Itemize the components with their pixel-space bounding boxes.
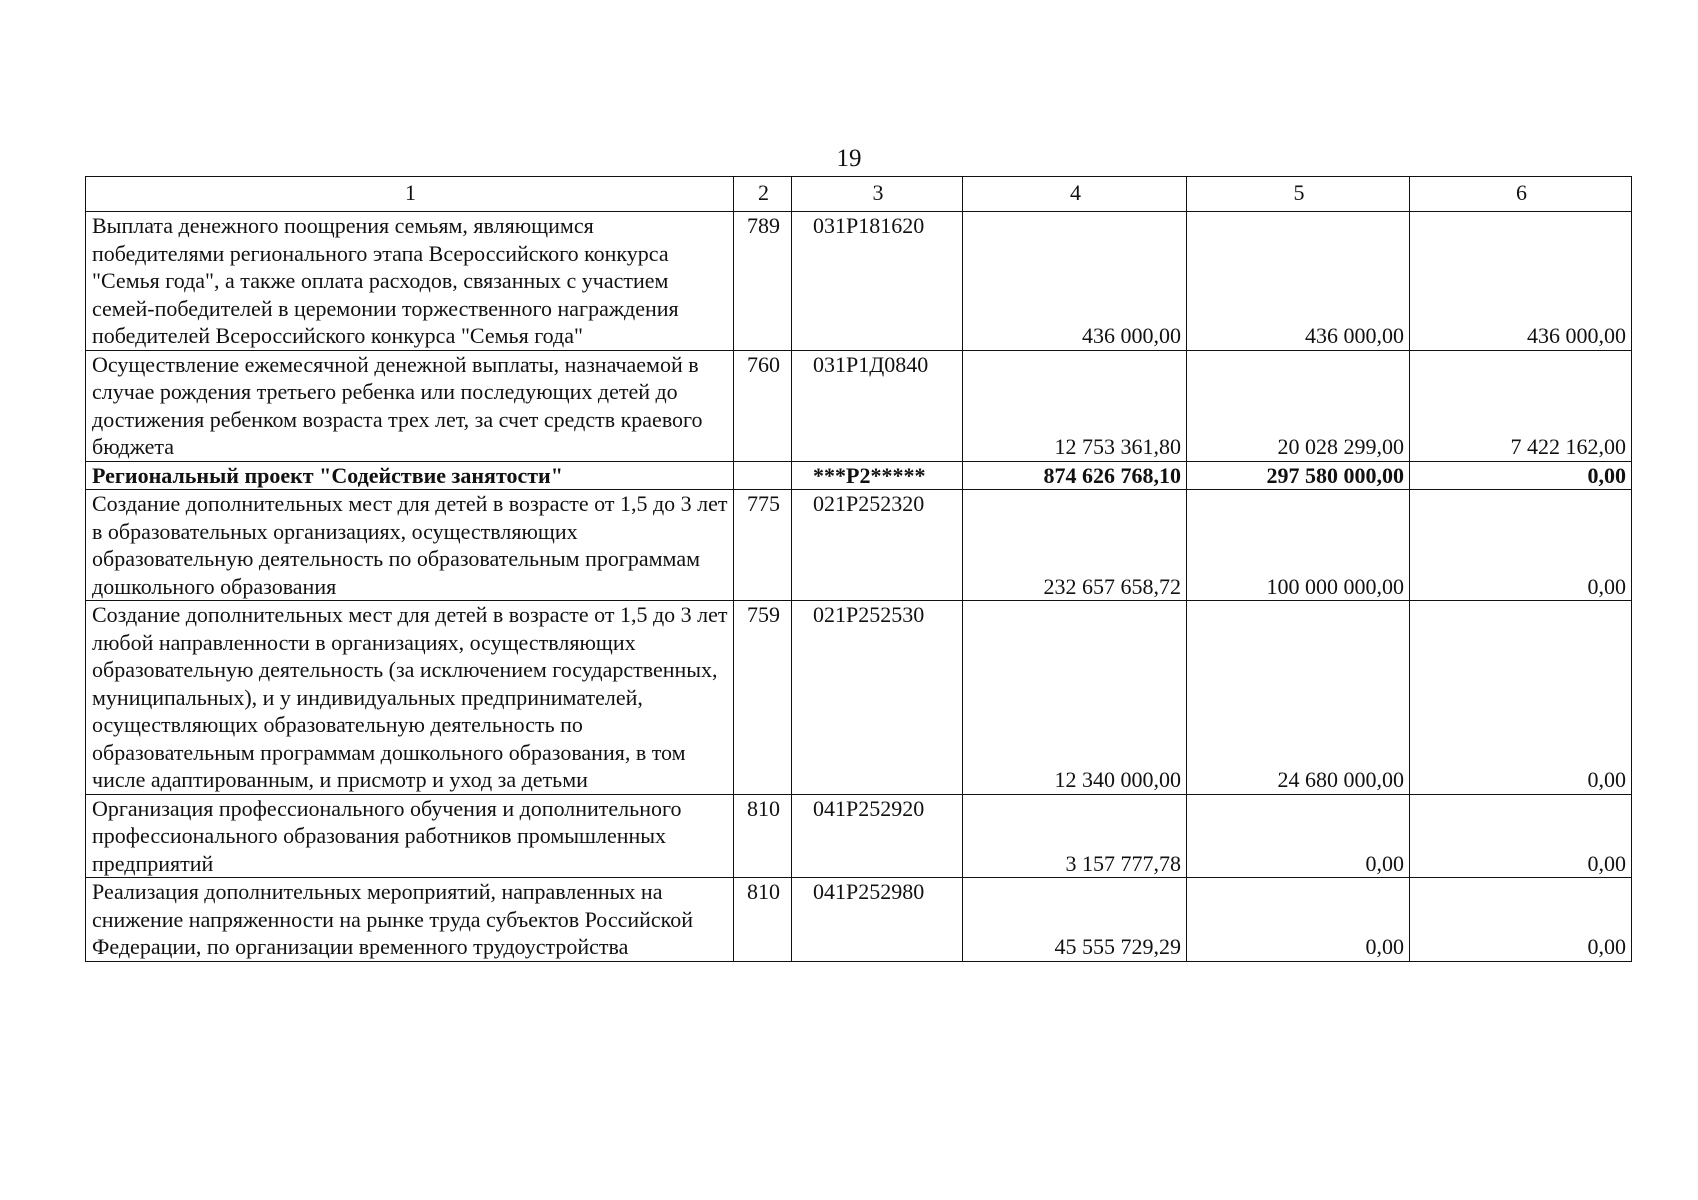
amount-column-6: 436 000,00: [1410, 212, 1632, 351]
amount-column-6: 0,00: [1410, 878, 1632, 962]
amount-column-4: 12 753 361,80: [963, 350, 1187, 461]
amount-column-5: 24 680 000,00: [1187, 601, 1410, 795]
column-header: 6: [1410, 177, 1632, 212]
column-header: 5: [1187, 177, 1410, 212]
expense-name: Выплата денежного поощрения семьям, являющимся победителями регионального этапа Всероссийского конкурса "Семья года", а также оплата расходов, связанных с участием семей-победителей в церемонии торжественного награждения победителей Всероссийского конкурса "Семья года": [86, 212, 734, 351]
amount-column-5: 0,00: [1187, 878, 1410, 962]
target-article-code: 031Р1Д0840: [792, 350, 963, 461]
table-row: [86, 350, 1632, 461]
ministry-code: 775: [734, 490, 792, 601]
target-article-code: 041Р252920: [792, 794, 963, 878]
expense-name: Организация профессионального обучения и дополнительного профессионального образования работников промышленных предприятий: [86, 794, 734, 878]
table-row-project-total: [86, 461, 1632, 490]
amount-column-4: 436 000,00: [963, 212, 1187, 351]
expense-name: Осуществление ежемесячной денежной выплаты, назначаемой в случае рождения третьего ребенка или последующих детей до достижения ребенком возраста трех лет, за счет средств краевого бюджета: [86, 350, 734, 461]
amount-column-4: 232 657 658,72: [963, 490, 1187, 601]
amount-column-5: 297 580 000,00: [1187, 461, 1410, 490]
project-name: Региональный проект "Содействие занятости": [86, 461, 734, 490]
ministry-code: 789: [734, 212, 792, 351]
table-row: [86, 878, 1632, 962]
ministry-code: 810: [734, 794, 792, 878]
expense-name: Создание дополнительных мест для детей в возрасте от 1,5 до 3 лет в образовательных организациях, осуществляющих образовательную деятельность по образовательным программам дошкольного образования: [86, 490, 734, 601]
target-article-code: 021Р252320: [792, 490, 963, 601]
amount-column-6: 0,00: [1410, 490, 1632, 601]
expense-name: Реализация дополнительных мероприятий, направленных на снижение напряженности на рынке труда субъектов Российской Федерации, по организации временного трудоустройства: [86, 878, 734, 962]
column-header: 3: [792, 177, 963, 212]
column-header: 4: [963, 177, 1187, 212]
amount-column-6: 7 422 162,00: [1410, 350, 1632, 461]
amount-column-5: 20 028 299,00: [1187, 350, 1410, 461]
table-row: [86, 601, 1632, 795]
amount-column-5: 100 000 000,00: [1187, 490, 1410, 601]
target-article-code: 041Р252980: [792, 878, 963, 962]
ministry-code: 760: [734, 350, 792, 461]
ministry-code: 810: [734, 878, 792, 962]
column-header: 1: [86, 177, 734, 212]
ministry-code: [734, 461, 792, 490]
expense-name: Создание дополнительных мест для детей в возрасте от 1,5 до 3 лет любой направленности в организациях, осуществляющих образовательную деятельность (за исключением государственных, муниципальных), и у индивидуальных предпринимателей, осуществляющих образовательную деятельность по образовательным программам дошкольного образования, в том числе адаптированным, и присмотр и уход за детьми: [86, 601, 734, 795]
amount-column-6: 0,00: [1410, 601, 1632, 795]
target-article-code: ***Р2*****: [792, 461, 963, 490]
table-header-row: [86, 177, 1632, 212]
target-article-code: 031Р181620: [792, 212, 963, 351]
ministry-code: 759: [734, 601, 792, 795]
amount-column-6: 0,00: [1410, 794, 1632, 878]
amount-column-4: 12 340 000,00: [963, 601, 1187, 795]
table-row: [86, 794, 1632, 878]
table-row: [86, 490, 1632, 601]
amount-column-6: 0,00: [1410, 461, 1632, 490]
amount-column-5: 436 000,00: [1187, 212, 1410, 351]
amount-column-4: 3 157 777,78: [963, 794, 1187, 878]
column-header: 2: [734, 177, 792, 212]
amount-column-4: 874 626 768,10: [963, 461, 1187, 490]
amount-column-5: 0,00: [1187, 794, 1410, 878]
table-row: [86, 212, 1632, 351]
budget-table: [85, 176, 1632, 962]
page-number: 19: [836, 145, 862, 172]
target-article-code: 021Р252530: [792, 601, 963, 795]
amount-column-4: 45 555 729,29: [963, 878, 1187, 962]
